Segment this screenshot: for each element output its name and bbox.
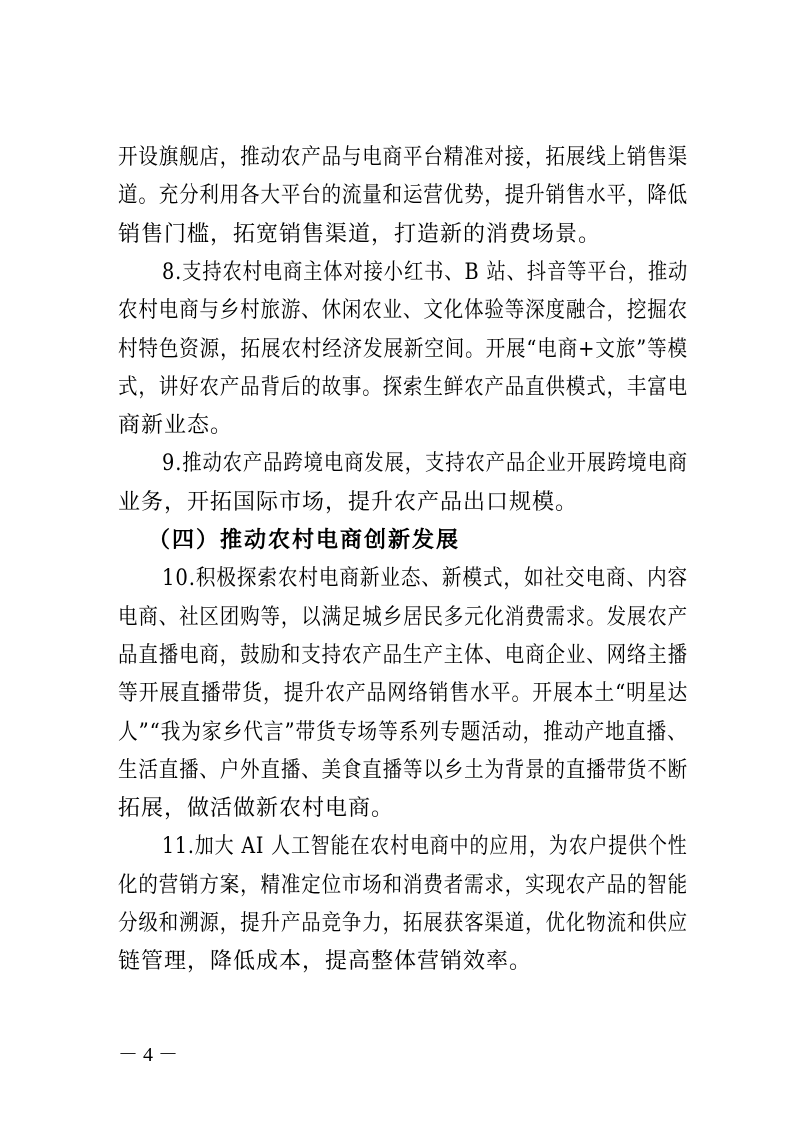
text-line: 链管理，降低成本，提高整体营销效率。 — [118, 949, 533, 974]
text-line: 品直播电商，鼓励和支持农产品生产主体、电商企业、网络主播 — [118, 643, 689, 668]
section-heading: （四）推动农村电商创新发展 — [148, 528, 461, 553]
text-line: 生活直播、户外直播、美食直播等以乡土为背景的直播带货不断 — [118, 758, 689, 783]
text-line: 等开展直播带货，提升农产品网络销售水平。开展本土“明星达 — [118, 681, 689, 706]
text-line: 业务，开拓国际市场，提升农产品出口规模。 — [118, 490, 579, 515]
text-line: 开设旗舰店，推动农产品与电商平台精准对接，拓展线上销售渠 — [118, 145, 689, 170]
text-line: 8.支持农村电商主体对接小红书、B 站、抖音等平台，推动 — [162, 260, 689, 285]
page-number: － 4 － — [118, 1044, 178, 1066]
text-line: 11.加大 AI 人工智能在农村电商中的应用，为农户提供个性 — [162, 834, 688, 859]
text-line: 式，讲好农产品背后的故事。探索生鲜农产品直供模式，丰富电 — [118, 375, 689, 400]
text-line: 化的营销方案，精准定位市场和消费者需求，实现农产品的智能 — [118, 873, 689, 898]
text-line: 分级和溯源，提升产品竞争力，拓展获客渠道，优化物流和供应 — [118, 911, 689, 936]
text-line: 拓展，做活做新农村电商。 — [118, 796, 395, 821]
text-line: 9.推动农产品跨境电商发展，支持农产品企业开展跨境电商 — [162, 451, 689, 476]
text-line: 10.积极探索农村电商新业态、新模式，如社交电商、内容 — [162, 566, 688, 591]
text-line: 农村电商与乡村旅游、休闲农业、文化体验等深度融合，挖掘农 — [118, 298, 689, 323]
text-line: 村特色资源，拓展农村经济发展新空间。开展“电商+文旅”等模 — [118, 337, 688, 362]
text-line: 销售门槛，拓宽销售渠道，打造新的消费场景。 — [118, 222, 602, 247]
text-line: 道。充分利用各大平台的流量和运营优势，提升销售水平，降低 — [118, 183, 689, 208]
text-line: 商新业态。 — [118, 413, 234, 438]
text-line: 电商、社区团购等，以满足城乡居民多元化消费需求。发展农产 — [118, 605, 689, 630]
text-line: 人”“我为家乡代言”带货专场等系列专题活动，推动产地直播、 — [118, 720, 688, 745]
